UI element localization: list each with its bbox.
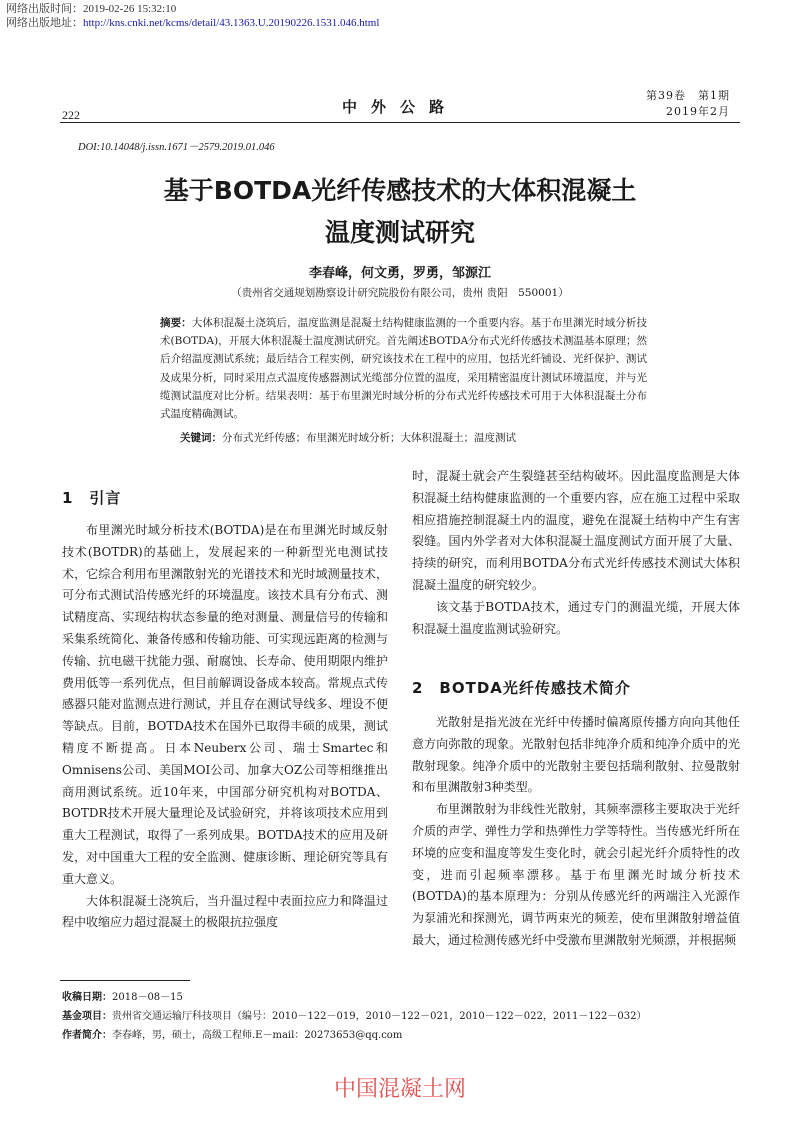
footnote-text: 2018－08－15 [112,992,183,1003]
footnote-label: 作者简介： [62,1030,112,1041]
title-line-1: 基于BOTDA光纤传感技术的大体积混凝土 [163,176,637,205]
footnote-text: 贵州省交通运输厅科技项目（编号：2010－122－019，2010－122－021，2010－122－022，2011－122－032） [112,1011,647,1022]
paragraph: 布里渊散射为非线性光散射，其频率漂移主要取决于光纤介质的声学、弹性力学和热弹性力学等特性。当传感光纤所在环境的应变和温度等发生变化时，就会引起光纤介质特性的改变，进而引起频率漂移。基于布里渊光时域分析技术(BOTDA)的基本原理为：分别从传感光纤的两端注入光源作为泵浦光和探测光，调节两束光的频差，使布里渊散射增益值最大，通过检测传感光纤中受激布里渊散射光频漂，并根据频 [412,802,740,947]
volume-issue: 第39卷 第1期 [646,89,730,102]
authors: 李春峰，何文勇，罗勇，邹源江 [308,266,491,281]
abstract [160,314,647,423]
footnote-label: 基金项目： [62,1011,112,1022]
online-address-label: 网络出版地址： [6,17,83,29]
keywords-text: 分布式光纤传感；布里渊光时域分析；大体积混凝土；温度测试 [222,432,516,444]
abstract-text: 大体积混凝土浇筑后，温度监测是混凝土结构健康监测的一个重要内容。基于布里渊光时域分析技术(BOTDA)，开展大体积混凝土温度测试研究。首先阐述BOTDA分布式光纤传感技术测温基本原理；然后介绍温度测试系统；最后结合工程实例，研究该技术在工程中的应用，包括光纤铺设、光纤保护、测试及成果分析，同时采用点式温度传感器测试光缆部分位置的温度，采用精密温度计测试环境温度，并与光缆测试温度对比分析。结果表明：基于布里渊光时域分析的分布式光纤传感技术可用于大体积混凝土分布式温度精确测试。 [160,317,648,421]
title-line-2: 温度测试研究 [324,218,475,247]
keywords-label: 关键词： [180,432,222,444]
online-publish-time: 网络出版时间：2019-02-26 15:32:10 [6,3,177,15]
paragraph: 布里渊光时域分析技术(BOTDA)是在布里渊光时域反射技术(BOTDR)的基础上，发展起来的一种新型光电测试技术，它综合利用布里渊散射光的光谱技术和光时域测量技术，可分布式测试沿传感光纤的环境温度。该技术具有分布式、测试精度高、实现结构状态参量的绝对测量、测量信号的传输和采集系统简化、兼备传感和传输功能、可实现远距离的检测与传输、抗电磁干扰能力强、耐腐蚀、长寿命、使用期限内维护费用低等一系列优点，但目前解调设备成本较高。常规点式传感器只能对监测点进行测试，并且存在测试导线多、埋设不便等缺点。目前，BOTDA技术在国外已取得丰硕的成果，测试精度不断提高。日本Neuberx公司、瑞士Smartec和Omnisens公司、美国MOI公司、加拿大OZ公司等相继推出商用测试系统。近10年来，中国部分研究机构对BOTDA、BOTDR技术开展大量理论及试验研究，并将该项技术应用到重大工程测试，取得了一系列成果。BOTDA技术的应用及研发，对中国重大工程的安全监测、健康诊断、理论研究等具有重大意义。 [62,523,388,886]
footnotes [62,988,742,1045]
keywords [180,430,650,445]
affiliation: （贵州省交通规划勘察设计研究院股份有限公司，贵州 贵阳 550001） [231,287,569,299]
section-2-heading: 2 BOTDA光纤传感技术简介 [412,679,631,697]
paragraph: 大体积混凝土浇筑后，当升温过程中表面拉应力和降温过程中收缩应力超过混凝土的极限抗拉强度 [62,893,388,930]
column-2-top [412,466,740,640]
paper-title [0,170,800,254]
paragraph: 光散射是指光波在光纤中传播时偏离原传播方向向其他任意方向弥散的现象。光散射包括非纯净介质和纯净介质中的光散射现象。纯净介质中的光散射主要包括瑞利散射、拉曼散射和布里渊散射3种类型。 [412,715,740,795]
paragraph: 该文基于BOTDA技术，通过专门的测温光缆，开展大体积混凝土温度监测试验研究。 [412,599,740,636]
doi: DOI:10.14048/j.issn.1671－2579.2019.01.046 [78,142,275,153]
header-rule [60,122,740,123]
footnote-label: 收稿日期： [62,992,112,1003]
footnote-rule [60,980,190,981]
section-2-body [412,712,740,952]
abstract-label: 摘要： [160,317,192,329]
footnote-text: 李春峰，男，硕士，高级工程师.E－mail：20273653@qq.com [112,1030,403,1041]
section-1-heading: 1 引言 [62,489,122,507]
journal-name: 中外公路 [341,98,458,116]
section-1-body [62,520,388,934]
site-watermark: 中国混凝土网 [333,1077,466,1102]
online-publish-address [6,16,379,30]
issue-info [646,88,730,120]
page-number: 222 [62,108,80,122]
paragraph: 时，混凝土就会产生裂缝甚至结构破坏。因此温度监测是大体积混凝土结构健康监测的一个重要内容，应在施工过程中采取相应措施控制混凝土内的温度，避免在混凝土结构中产生有害裂缝。国内外学者对大体积混凝土温度测试方面开展了大量、持续的研究，而利用BOTDA分布式光纤传感技术测试大体积混凝土温度的研究较少。 [412,469,740,592]
issue-date: 2019年2月 [666,105,730,118]
footnote-author [62,1026,742,1045]
footnote-funding [62,1007,742,1026]
footnote-received [62,988,742,1007]
online-address-link[interactable]: http://kns.cnki.net/kcms/detail/43.1363.U.20190226.1531.046.html [83,17,380,29]
